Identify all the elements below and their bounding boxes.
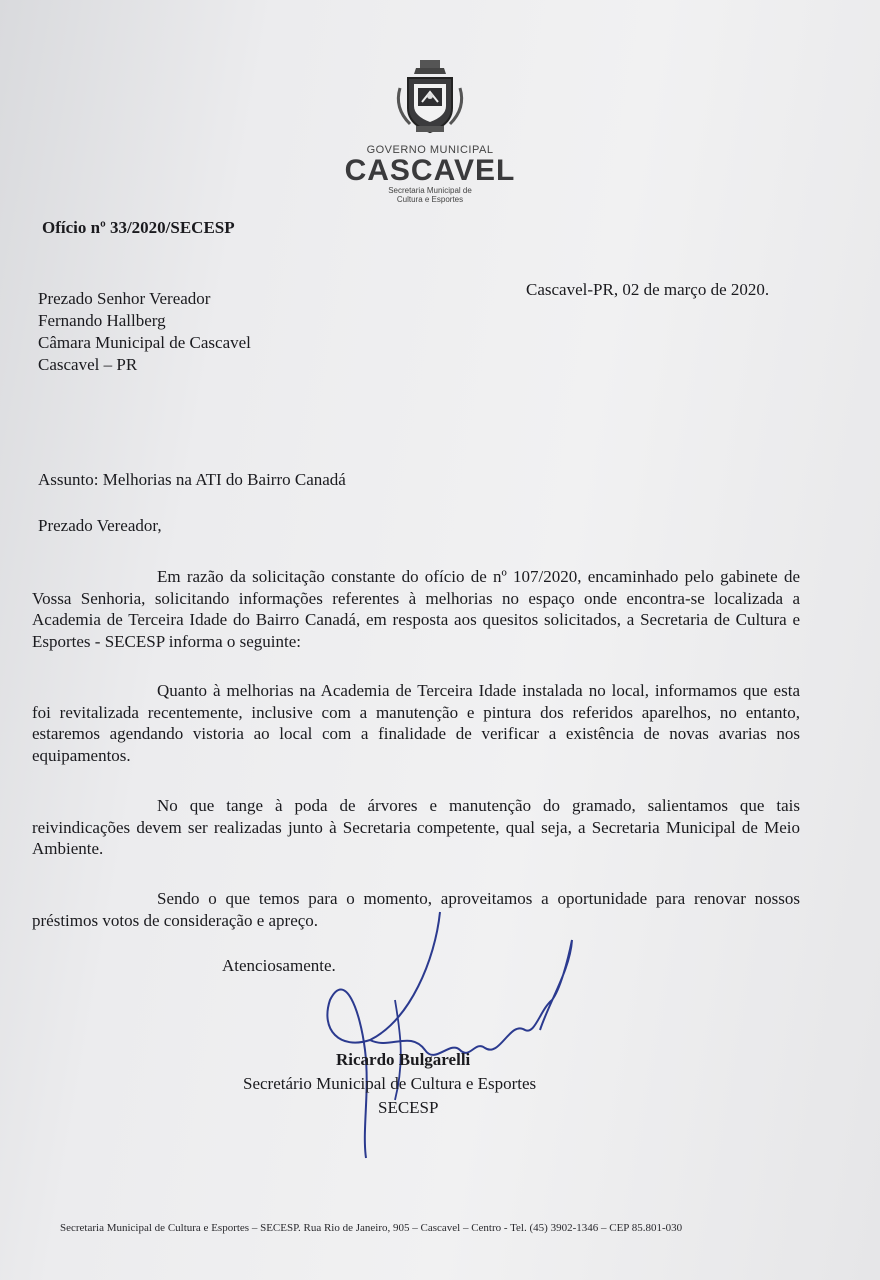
recipient-line: Prezado Senhor Vereador (38, 289, 211, 308)
letterhead-logo (340, 58, 520, 204)
handwritten-signature (300, 900, 590, 1170)
recipient-line: Fernando Hallberg (38, 311, 166, 330)
signer-name: Ricardo Bulgarelli (336, 1050, 471, 1069)
department-line: Cultura e Esportes (396, 195, 464, 204)
recipient-line: Câmara Municipal de Cascavel (38, 333, 251, 352)
signer-role: Secretário Municipal de Cultura e Esportes (243, 1074, 537, 1093)
subject-line: Assunto: Melhorias na ATI do Bairro Canadá (38, 470, 346, 489)
government-label: GOVERNO MUNICIPAL (366, 144, 494, 156)
salutation: Prezado Vereador, (38, 516, 162, 535)
body-paragraph: Quanto à melhorias na Academia de Terceira Idade instalada no local, informamos que esta foi revitalizada recentemente, inclusive com a manutenção e pintura dos referidos aparelhos, no entanto, estaremos agendando vistoria ao local com a finalidade de verificar a existência de novas avarias nos equipamentos. (32, 681, 800, 765)
coat-of-arms-icon (390, 58, 470, 138)
body-paragraph: Em razão da solicitação constante do ofício de nº 107/2020, encaminhado pelo gabinete de Vossa Senhoria, solicitando informações referentes à melhorias no espaço onde encontra-se localizada a Academia de Terceira Idade do Bairro Canadá, em resposta aos quesitos solicitados, a Secretaria de Cultura e Esportes - SECESP informa o seguinte: (32, 567, 800, 651)
department-label (370, 186, 490, 204)
body-paragraph: No que tange à poda de árvores e manutenção do gramado, salientamos que tais reivindicações devem ser realizadas junto à Secretaria competente, qual seja, a Secretaria Municipal de Meio Ambiente. (32, 796, 800, 858)
body-paragraph: Sendo o que temos para o momento, aproveitamos a oportunidade para renovar nossos préstimos votos de consideração e apreço. (32, 889, 800, 930)
department-line: Secretaria Municipal de (388, 186, 472, 195)
closing: Atenciosamente. (222, 956, 336, 975)
recipient-line: Cascavel – PR (38, 355, 138, 374)
letter-date: Cascavel-PR, 02 de março de 2020. (526, 280, 770, 299)
signer-organization: SECESP (378, 1098, 439, 1117)
city-name: CASCAVEL (344, 154, 516, 187)
document-number: Ofício nº 33/2020/SECESP (42, 218, 235, 237)
footer-address: Secretaria Municipal de Cultura e Esportes – SECESP. Rua Rio de Janeiro, 905 – Cascavel – Centro - Tel. (45) 3902-1346 – CEP 85.801-030 (60, 1222, 683, 1234)
recipient-block (38, 288, 251, 376)
